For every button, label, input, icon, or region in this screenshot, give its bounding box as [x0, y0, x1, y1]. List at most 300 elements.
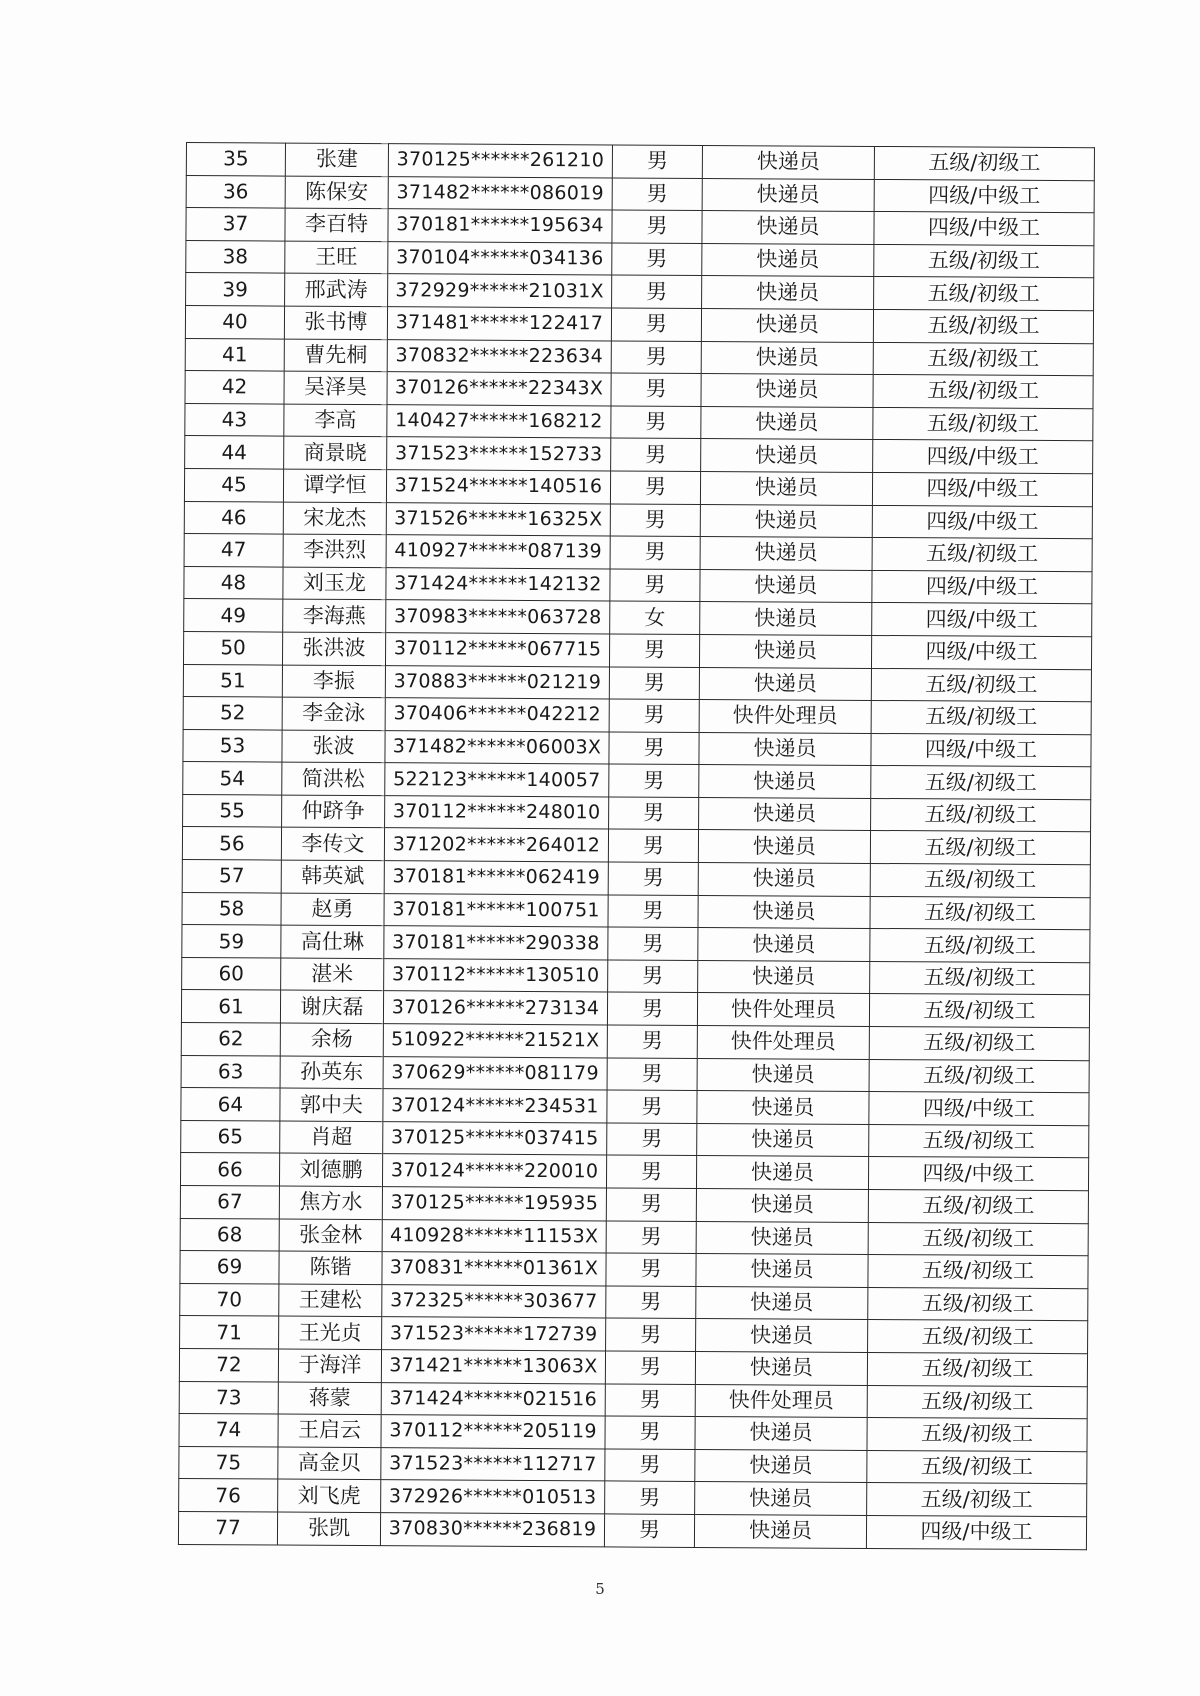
row-number-cell: 53	[183, 729, 282, 762]
row-number-cell: 63	[181, 1055, 280, 1088]
gender-cell: 男	[607, 1090, 697, 1123]
row-number-cell: 55	[183, 794, 282, 827]
id-number-cell: 371523******152733	[387, 437, 611, 471]
occupation-cell: 快递员	[700, 537, 872, 571]
row-number-cell: 68	[180, 1218, 279, 1251]
row-number-cell: 37	[186, 208, 285, 241]
table-row	[180, 1218, 1088, 1256]
name-cell: 商景晓	[284, 436, 387, 469]
name-cell: 张波	[282, 730, 385, 763]
row-number-cell: 76	[179, 1479, 278, 1512]
row-number-cell: 43	[185, 403, 284, 436]
table-row	[180, 1185, 1088, 1223]
name-cell: 韩英斌	[281, 860, 384, 893]
name-cell: 孙英东	[280, 1056, 383, 1089]
id-number-cell: 370832******223634	[387, 339, 611, 373]
gender-cell: 男	[606, 1318, 696, 1351]
name-cell: 吴泽昊	[284, 371, 387, 404]
table-row	[180, 1153, 1088, 1191]
occupation-cell: 快件处理员	[695, 1384, 867, 1418]
id-number-cell: 370124******220010	[382, 1154, 606, 1188]
row-number-cell: 48	[184, 566, 283, 599]
id-number-cell: 370112******248010	[385, 796, 609, 830]
gender-cell: 男	[612, 210, 702, 243]
skill-level-cell: 四级/中级工	[872, 603, 1092, 637]
name-cell: 于海洋	[278, 1349, 381, 1382]
occupation-cell: 快递员	[698, 830, 870, 864]
gender-cell: 男	[606, 1188, 696, 1221]
occupation-cell: 快递员	[699, 667, 871, 701]
name-cell: 王启云	[278, 1414, 381, 1447]
occupation-cell: 快递员	[696, 1188, 868, 1222]
name-cell: 蒋蒙	[278, 1382, 381, 1415]
occupation-cell: 快递员	[696, 1286, 868, 1320]
table-row	[183, 794, 1091, 832]
name-cell: 肖超	[280, 1121, 383, 1154]
skill-level-cell: 五级/初级工	[869, 994, 1089, 1028]
name-cell: 李金泳	[282, 697, 385, 730]
id-number-cell: 370830******236819	[380, 1513, 604, 1547]
table-row	[179, 1381, 1087, 1419]
table-row	[181, 1088, 1089, 1126]
table-row	[186, 273, 1094, 311]
page-number: 5	[595, 1580, 605, 1598]
name-cell: 张金林	[279, 1219, 382, 1252]
id-number-cell: 522123******140057	[385, 763, 609, 797]
skill-level-cell: 四级/中级工	[873, 440, 1093, 474]
row-number-cell: 62	[181, 1023, 280, 1056]
id-number-cell: 371424******021516	[381, 1382, 605, 1416]
gender-cell: 男	[611, 308, 701, 341]
occupation-cell: 快递员	[701, 308, 873, 342]
skill-level-cell: 五级/初级工	[874, 244, 1094, 278]
table-row	[180, 1316, 1088, 1354]
gender-cell: 男	[609, 699, 699, 732]
gender-cell: 男	[609, 732, 699, 765]
skill-level-cell: 五级/初级工	[873, 342, 1093, 376]
occupation-cell: 快递员	[695, 1417, 867, 1451]
name-cell: 王旺	[285, 241, 388, 274]
row-number-cell: 36	[186, 175, 285, 208]
id-number-cell: 372929******21031X	[388, 274, 612, 308]
skill-level-cell: 五级/初级工	[869, 1124, 1089, 1158]
table-row	[179, 1479, 1087, 1517]
row-number-cell: 60	[182, 957, 281, 990]
table-row	[185, 436, 1093, 474]
name-cell: 焦方水	[279, 1186, 382, 1219]
table-row	[179, 1348, 1087, 1386]
gender-cell: 男	[609, 666, 699, 699]
skill-level-cell: 五级/初级工	[874, 146, 1094, 180]
occupation-cell: 快递员	[696, 1254, 868, 1288]
gender-cell: 男	[605, 1449, 695, 1482]
certification-roster-table	[178, 142, 1095, 1550]
row-number-cell: 54	[183, 762, 282, 795]
occupation-cell: 快递员	[697, 1091, 869, 1125]
id-number-cell: 140427******168212	[387, 404, 611, 438]
row-number-cell: 46	[184, 501, 283, 534]
row-number-cell: 40	[185, 305, 284, 338]
table-row	[183, 631, 1091, 669]
name-cell: 李百特	[285, 208, 388, 241]
id-number-cell: 370629******081179	[383, 1056, 607, 1090]
gender-cell: 男	[610, 503, 700, 536]
occupation-cell: 快递员	[696, 1319, 868, 1353]
occupation-cell: 快件处理员	[697, 993, 869, 1027]
id-number-cell: 510922******21521X	[383, 1024, 607, 1058]
name-cell: 高金贝	[278, 1447, 381, 1480]
id-number-cell: 372926******010513	[381, 1480, 605, 1514]
occupation-cell: 快递员	[699, 765, 871, 799]
skill-level-cell: 五级/初级工	[870, 961, 1090, 995]
skill-level-cell: 五级/初级工	[872, 538, 1092, 572]
table-row	[182, 925, 1090, 963]
occupation-cell: 快递员	[699, 634, 871, 668]
gender-cell: 男	[608, 895, 698, 928]
row-number-cell: 70	[180, 1283, 279, 1316]
row-number-cell: 73	[179, 1381, 278, 1414]
table-row	[181, 1120, 1089, 1158]
table-row	[178, 1511, 1086, 1549]
row-number-cell: 47	[184, 534, 283, 567]
id-number-cell: 370125******195935	[382, 1187, 606, 1221]
row-number-cell: 41	[185, 338, 284, 371]
gender-cell: 男	[612, 178, 702, 211]
gender-cell: 男	[607, 1025, 697, 1058]
row-number-cell: 42	[185, 371, 284, 404]
table-row	[184, 566, 1092, 604]
id-number-cell: 370883******021219	[385, 665, 609, 699]
table-row	[185, 371, 1093, 409]
name-cell: 湛米	[281, 958, 384, 991]
skill-level-cell: 五级/初级工	[867, 1450, 1087, 1484]
gender-cell: 男	[611, 341, 701, 374]
occupation-cell: 快递员	[702, 276, 874, 310]
row-number-cell: 58	[182, 892, 281, 925]
row-number-cell: 66	[180, 1153, 279, 1186]
occupation-cell: 快件处理员	[699, 700, 871, 734]
gender-cell: 男	[609, 634, 699, 667]
row-number-cell: 72	[179, 1348, 278, 1381]
gender-cell: 男	[605, 1383, 695, 1416]
skill-level-cell: 五级/初级工	[867, 1385, 1087, 1419]
id-number-cell: 371482******086019	[388, 176, 612, 210]
table-row	[180, 1283, 1088, 1321]
table-row	[182, 957, 1090, 995]
table-row	[182, 860, 1090, 898]
id-number-cell: 370181******062419	[384, 861, 608, 895]
table-row	[179, 1446, 1087, 1484]
gender-cell: 男	[608, 960, 698, 993]
name-cell: 张建	[285, 143, 388, 176]
name-cell: 王建松	[279, 1284, 382, 1317]
occupation-cell: 快递员	[700, 569, 872, 603]
skill-level-cell: 五级/初级工	[868, 1189, 1088, 1223]
skill-level-cell: 五级/初级工	[868, 1320, 1088, 1354]
gender-cell: 男	[612, 243, 702, 276]
name-cell: 刘玉龙	[283, 567, 386, 600]
id-number-cell: 371424******142132	[386, 567, 610, 601]
occupation-cell: 快递员	[700, 602, 872, 636]
id-number-cell: 371526******16325X	[386, 502, 610, 536]
row-number-cell: 77	[178, 1511, 277, 1544]
name-cell: 邢武涛	[285, 273, 388, 306]
name-cell: 仲跻争	[282, 795, 385, 828]
skill-level-cell: 五级/初级工	[871, 798, 1091, 832]
row-number-cell: 56	[182, 827, 281, 860]
row-number-cell: 69	[180, 1251, 279, 1284]
id-number-cell: 370104******034136	[388, 241, 612, 275]
gender-cell: 男	[609, 797, 699, 830]
row-number-cell: 59	[182, 925, 281, 958]
name-cell: 李洪烈	[283, 534, 386, 567]
gender-cell: 男	[610, 569, 700, 602]
row-number-cell: 35	[186, 143, 285, 176]
table-row	[186, 208, 1094, 246]
table-row	[183, 664, 1091, 702]
table-row	[186, 240, 1094, 278]
row-number-cell: 50	[183, 631, 282, 664]
skill-level-cell: 五级/初级工	[874, 277, 1094, 311]
skill-level-cell: 四级/中级工	[872, 472, 1092, 506]
table-row	[183, 762, 1091, 800]
occupation-cell: 快递员	[698, 863, 870, 897]
occupation-cell: 快递员	[700, 504, 872, 538]
row-number-cell: 65	[181, 1120, 280, 1153]
gender-cell: 男	[606, 1253, 696, 1286]
occupation-cell: 快递员	[695, 1482, 867, 1516]
gender-cell: 男	[612, 275, 702, 308]
name-cell: 谢庆磊	[280, 990, 383, 1023]
gender-cell: 男	[612, 145, 702, 178]
id-number-cell: 371523******172739	[382, 1317, 606, 1351]
skill-level-cell: 五级/初级工	[870, 896, 1090, 930]
table-row	[179, 1414, 1087, 1452]
gender-cell: 男	[605, 1351, 695, 1384]
gender-cell: 男	[605, 1416, 695, 1449]
id-number-cell: 370831******01361X	[382, 1252, 606, 1286]
id-number-cell: 371482******06003X	[385, 730, 609, 764]
table-row	[186, 143, 1094, 181]
gender-cell: 男	[606, 1155, 696, 1188]
id-number-cell: 372325******303677	[382, 1284, 606, 1318]
occupation-cell: 快递员	[698, 928, 870, 962]
name-cell: 高仕琳	[281, 925, 384, 958]
id-number-cell: 370125******037415	[383, 1121, 607, 1155]
skill-level-cell: 五级/初级工	[873, 407, 1093, 441]
skill-level-cell: 五级/初级工	[868, 1255, 1088, 1289]
row-number-cell: 38	[186, 240, 285, 273]
gender-cell: 男	[604, 1514, 694, 1547]
skill-level-cell: 四级/中级工	[868, 1157, 1088, 1191]
name-cell: 简洪松	[282, 762, 385, 795]
occupation-cell: 快递员	[698, 960, 870, 994]
table-row	[184, 468, 1092, 506]
table-row	[180, 1251, 1088, 1289]
id-number-cell: 371421******13063X	[381, 1350, 605, 1384]
row-number-cell: 64	[181, 1088, 280, 1121]
skill-level-cell: 五级/初级工	[873, 375, 1093, 409]
occupation-cell: 快递员	[702, 145, 874, 179]
gender-cell: 男	[611, 438, 701, 471]
skill-level-cell: 四级/中级工	[874, 212, 1094, 246]
name-cell: 郭中夫	[280, 1088, 383, 1121]
skill-level-cell: 五级/初级工	[867, 1418, 1087, 1452]
skill-level-cell: 四级/中级工	[871, 635, 1091, 669]
table-row	[182, 827, 1090, 865]
occupation-cell: 快递员	[700, 471, 872, 505]
name-cell: 李海燕	[283, 599, 386, 632]
skill-level-cell: 四级/中级工	[874, 179, 1094, 213]
gender-cell: 男	[607, 1058, 697, 1091]
gender-cell: 男	[606, 1286, 696, 1319]
gender-cell: 男	[610, 471, 700, 504]
skill-level-cell: 五级/初级工	[871, 668, 1091, 702]
gender-cell: 男	[611, 373, 701, 406]
table-row	[184, 501, 1092, 539]
skill-level-cell: 五级/初级工	[867, 1352, 1087, 1386]
occupation-cell: 快递员	[697, 1123, 869, 1157]
name-cell: 陈锴	[279, 1251, 382, 1284]
name-cell: 曹先桐	[284, 339, 387, 372]
id-number-cell: 371202******264012	[384, 828, 608, 862]
occupation-cell: 快件处理员	[697, 1025, 869, 1059]
skill-level-cell: 五级/初级工	[867, 1483, 1087, 1517]
id-number-cell: 371481******122417	[387, 307, 611, 341]
occupation-cell: 快递员	[702, 178, 874, 212]
gender-cell: 男	[610, 536, 700, 569]
id-number-cell: 410928******11153X	[382, 1219, 606, 1253]
row-number-cell: 61	[181, 990, 280, 1023]
name-cell: 宋龙杰	[283, 502, 386, 535]
skill-level-cell: 四级/中级工	[872, 505, 1092, 539]
occupation-cell: 快递员	[695, 1449, 867, 1483]
gender-cell: 男	[608, 927, 698, 960]
id-number-cell: 370181******100751	[384, 893, 608, 927]
name-cell: 赵勇	[281, 893, 384, 926]
table-row	[181, 1055, 1089, 1093]
gender-cell: 男	[606, 1221, 696, 1254]
table-row	[184, 599, 1092, 637]
row-number-cell: 74	[179, 1414, 278, 1447]
id-number-cell: 370181******290338	[384, 926, 608, 960]
id-number-cell: 370112******067715	[385, 633, 609, 667]
occupation-cell: 快递员	[696, 1221, 868, 1255]
id-number-cell: 370983******063728	[386, 600, 610, 634]
row-number-cell: 75	[179, 1446, 278, 1479]
table-row	[181, 1023, 1089, 1061]
gender-cell: 男	[608, 829, 698, 862]
name-cell: 张凯	[277, 1512, 380, 1545]
id-number-cell: 370112******205119	[381, 1415, 605, 1449]
name-cell: 李振	[282, 665, 385, 698]
skill-level-cell: 五级/初级工	[871, 701, 1091, 735]
row-number-cell: 49	[184, 599, 283, 632]
skill-level-cell: 五级/初级工	[868, 1222, 1088, 1256]
gender-cell: 女	[610, 601, 700, 634]
occupation-cell: 快递员	[697, 1058, 869, 1092]
table-row	[182, 892, 1090, 930]
name-cell: 李传文	[281, 828, 384, 861]
name-cell: 张洪波	[282, 632, 385, 665]
gender-cell: 男	[611, 406, 701, 439]
row-number-cell: 67	[180, 1185, 279, 1218]
roster-body	[178, 143, 1094, 1550]
table-row	[185, 338, 1093, 376]
occupation-cell: 快递员	[702, 243, 874, 277]
row-number-cell: 51	[183, 664, 282, 697]
occupation-cell: 快递员	[701, 341, 873, 375]
name-cell: 刘飞虎	[278, 1479, 381, 1512]
gender-cell: 男	[608, 862, 698, 895]
occupation-cell: 快递员	[701, 439, 873, 473]
table-row	[186, 175, 1094, 213]
skill-level-cell: 五级/初级工	[870, 831, 1090, 865]
table-row	[181, 990, 1089, 1028]
gender-cell: 男	[607, 992, 697, 1025]
row-number-cell: 52	[183, 697, 282, 730]
id-number-cell: 371523******112717	[381, 1447, 605, 1481]
id-number-cell: 371524******140516	[386, 470, 610, 504]
row-number-cell: 44	[185, 436, 284, 469]
occupation-cell: 快递员	[701, 406, 873, 440]
occupation-cell: 快递员	[699, 797, 871, 831]
occupation-cell: 快递员	[702, 211, 874, 245]
name-cell: 王光贞	[279, 1316, 382, 1349]
id-number-cell: 370124******234531	[383, 1089, 607, 1123]
row-number-cell: 45	[184, 468, 283, 501]
table-row	[183, 729, 1091, 767]
id-number-cell: 370406******042212	[385, 698, 609, 732]
id-number-cell: 370125******261210	[388, 144, 612, 178]
name-cell: 李高	[284, 404, 387, 437]
name-cell: 陈保安	[285, 176, 388, 209]
id-number-cell: 370181******195634	[388, 209, 612, 243]
skill-level-cell: 四级/中级工	[871, 733, 1091, 767]
table-row	[185, 403, 1093, 441]
name-cell: 谭学恒	[283, 469, 386, 502]
name-cell: 刘德鹏	[279, 1153, 382, 1186]
occupation-cell: 快递员	[695, 1351, 867, 1385]
gender-cell: 男	[607, 1123, 697, 1156]
table-row	[184, 534, 1092, 572]
gender-cell: 男	[605, 1481, 695, 1514]
skill-level-cell: 五级/初级工	[869, 1026, 1089, 1060]
name-cell: 余杨	[280, 1023, 383, 1056]
row-number-cell: 57	[182, 860, 281, 893]
id-number-cell: 410927******087139	[386, 535, 610, 569]
id-number-cell: 370126******273134	[383, 991, 607, 1025]
occupation-cell: 快递员	[699, 732, 871, 766]
occupation-cell: 快递员	[701, 374, 873, 408]
occupation-cell: 快递员	[696, 1156, 868, 1190]
skill-level-cell: 五级/初级工	[871, 766, 1091, 800]
skill-level-cell: 五级/初级工	[869, 1059, 1089, 1093]
skill-level-cell: 四级/中级工	[866, 1515, 1086, 1549]
occupation-cell: 快递员	[694, 1514, 866, 1548]
skill-level-cell: 五级/初级工	[868, 1287, 1088, 1321]
row-number-cell: 39	[186, 273, 285, 306]
id-number-cell: 370112******130510	[384, 958, 608, 992]
name-cell: 张书博	[284, 306, 387, 339]
table-row	[183, 697, 1091, 735]
id-number-cell: 370126******22343X	[387, 372, 611, 406]
table-row	[185, 305, 1093, 343]
gender-cell: 男	[609, 764, 699, 797]
skill-level-cell: 四级/中级工	[869, 1092, 1089, 1126]
skill-level-cell: 四级/中级工	[872, 570, 1092, 604]
occupation-cell: 快递员	[698, 895, 870, 929]
